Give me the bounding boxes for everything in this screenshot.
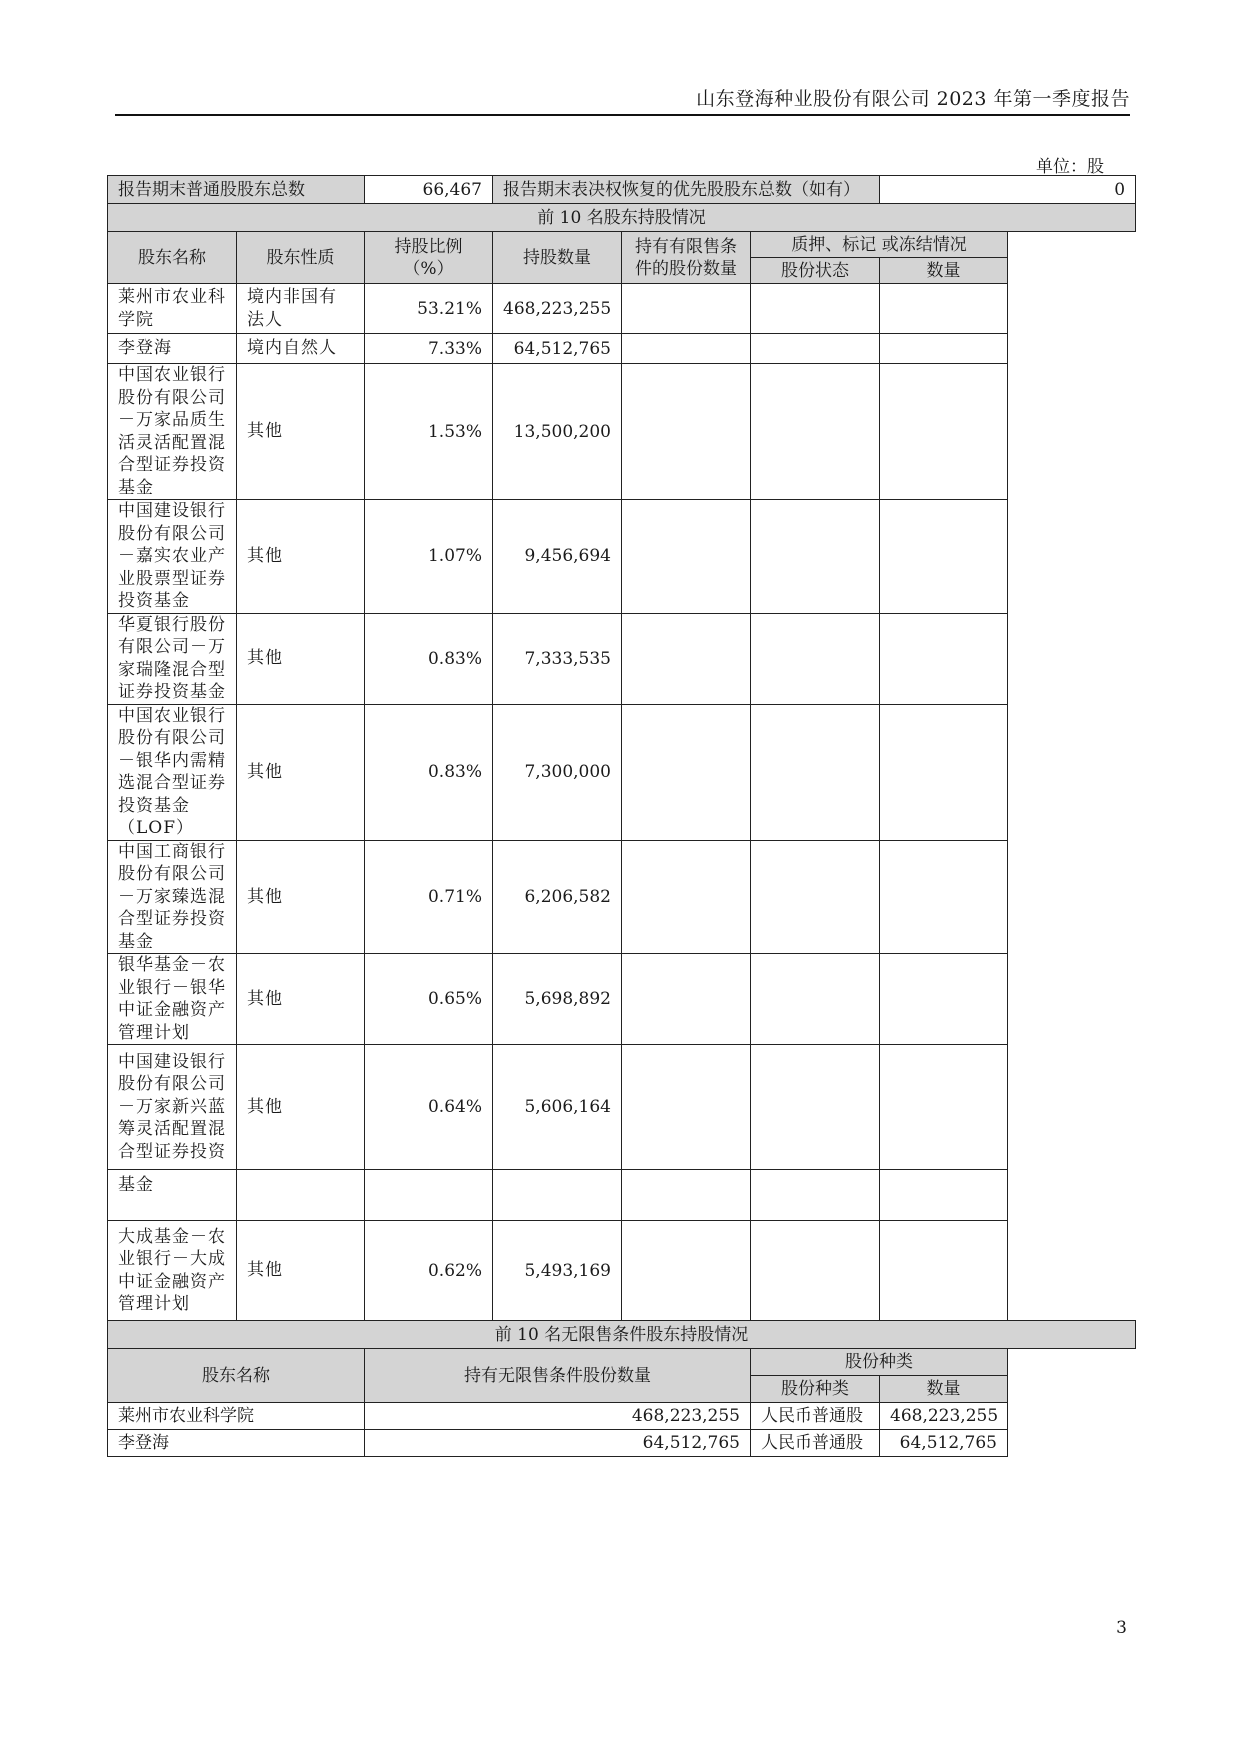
unrestricted-holder-quantity: 64,512,765 <box>365 1430 751 1457</box>
restricted-quantity <box>622 500 751 614</box>
unrestricted-section-title: 前 10 名无限售条件股东持股情况 <box>108 1321 1136 1349</box>
holding-ratio: 0.64% <box>365 1045 493 1170</box>
restricted-quantity <box>622 334 751 364</box>
unit-label: 单位：股 <box>1036 157 1104 177</box>
pledge-quantity <box>880 364 1008 500</box>
pledge-quantity <box>880 1045 1008 1170</box>
shareholder-name: 银华基金－农业银行－银华中证金融资产管理计划 <box>108 954 237 1045</box>
col-header-restricted-line2: 件的股份数量 <box>635 258 737 279</box>
holding-quantity: 7,300,000 <box>493 704 622 840</box>
table-row <box>108 704 1136 840</box>
shareholder-nature: 境内自然人 <box>237 334 365 364</box>
header-divider <box>115 114 1130 116</box>
col-header-share-type: 股份种类 <box>751 1376 880 1403</box>
pledge-quantity <box>880 334 1008 364</box>
shareholder-name: 基金 <box>108 1170 237 1221</box>
shareholder-nature <box>237 1170 365 1221</box>
pledge-status <box>751 364 880 500</box>
top10-header-row <box>108 232 1136 258</box>
holding-ratio: 1.53% <box>365 364 493 500</box>
col-header-pledge-quantity: 数量 <box>880 258 1008 284</box>
unrestricted-header-row <box>108 1349 1136 1376</box>
holding-quantity: 7,333,535 <box>493 613 622 704</box>
shareholder-name: 莱州市农业科学院 <box>108 284 237 334</box>
unrestricted-holder-quantity: 468,223,255 <box>365 1403 751 1430</box>
holding-quantity: 64,512,765 <box>493 334 622 364</box>
holding-ratio: 0.65% <box>365 954 493 1045</box>
col-header-quantity: 持股数量 <box>493 232 622 284</box>
col-header-share-quantity: 数量 <box>880 1376 1008 1403</box>
shareholder-name: 中国建设银行股份有限公司－万家新兴蓝筹灵活配置混合型证券投资 <box>108 1045 237 1170</box>
shareholder-nature: 其他 <box>237 704 365 840</box>
pledge-status <box>751 1221 880 1321</box>
table-row <box>108 954 1136 1045</box>
holding-ratio: 0.71% <box>365 840 493 954</box>
col-header-unrestricted-name: 股东名称 <box>108 1349 365 1403</box>
holding-quantity: 6,206,582 <box>493 840 622 954</box>
pledge-quantity <box>880 840 1008 954</box>
col-header-pledge-status: 股份状态 <box>751 258 880 284</box>
share-quantity: 64,512,765 <box>880 1430 1008 1457</box>
shareholder-name: 李登海 <box>108 334 237 364</box>
share-type: 人民币普通股 <box>751 1403 880 1430</box>
unrestricted-holder-name: 李登海 <box>108 1430 365 1457</box>
share-quantity: 468,223,255 <box>880 1403 1008 1430</box>
col-header-ratio-line2: （%） <box>403 258 454 279</box>
holding-quantity: 5,493,169 <box>493 1221 622 1321</box>
table-row <box>108 1403 1136 1430</box>
preferred-holders-label: 报告期末表决权恢复的优先股股东总数（如有） <box>493 176 880 204</box>
pledge-quantity <box>880 284 1008 334</box>
table-row <box>108 1430 1136 1457</box>
shareholder-name: 中国工商银行股份有限公司－万家臻选混合型证券投资基金 <box>108 840 237 954</box>
holding-quantity <box>493 1170 622 1221</box>
pledge-quantity <box>880 613 1008 704</box>
col-header-restricted <box>622 232 751 284</box>
table-row <box>108 364 1136 500</box>
table-row <box>108 500 1136 614</box>
pledge-status <box>751 334 880 364</box>
holding-quantity: 9,456,694 <box>493 500 622 614</box>
shareholder-name: 中国农业银行股份有限公司－银华内需精选混合型证券投资基金（LOF） <box>108 704 237 840</box>
col-header-share-type-group: 股份种类 <box>751 1349 1008 1376</box>
restricted-quantity <box>622 954 751 1045</box>
shareholder-nature: 其他 <box>237 840 365 954</box>
pledge-status <box>751 500 880 614</box>
pledge-quantity <box>880 500 1008 614</box>
holding-ratio <box>365 1170 493 1221</box>
table-row <box>108 840 1136 954</box>
restricted-quantity <box>622 1045 751 1170</box>
shareholders-table <box>107 175 1136 1457</box>
restricted-quantity <box>622 284 751 334</box>
col-header-ratio <box>365 232 493 284</box>
pledge-quantity <box>880 704 1008 840</box>
shareholder-nature: 其他 <box>237 500 365 614</box>
holding-ratio: 0.83% <box>365 613 493 704</box>
common-holders-label: 报告期末普通股股东总数 <box>108 176 365 204</box>
restricted-quantity <box>622 1170 751 1221</box>
pledge-status <box>751 613 880 704</box>
col-header-nature: 股东性质 <box>237 232 365 284</box>
pledge-quantity <box>880 954 1008 1045</box>
holding-ratio: 0.83% <box>365 704 493 840</box>
pledge-status <box>751 840 880 954</box>
col-header-name: 股东名称 <box>108 232 237 284</box>
holding-quantity: 468,223,255 <box>493 284 622 334</box>
holding-quantity: 5,698,892 <box>493 954 622 1045</box>
table-row <box>108 334 1136 364</box>
restricted-quantity <box>622 704 751 840</box>
unrestricted-holder-name: 莱州市农业科学院 <box>108 1403 365 1430</box>
page-number: 3 <box>1116 1618 1127 1638</box>
preferred-holders-value: 0 <box>880 176 1136 204</box>
pledge-quantity <box>880 1170 1008 1221</box>
col-header-pledge-group: 质押、标记 或冻结情况 <box>751 232 1008 258</box>
common-holders-value: 66,467 <box>365 176 493 204</box>
pledge-status <box>751 1045 880 1170</box>
table-row <box>108 613 1136 704</box>
table-row <box>108 1221 1136 1321</box>
pledge-status <box>751 284 880 334</box>
pledge-status <box>751 954 880 1045</box>
report-header-title: 山东登海种业股份有限公司 2023 年第一季度报告 <box>696 88 1130 110</box>
restricted-quantity <box>622 1221 751 1321</box>
shareholder-name: 大成基金－农业银行－大成中证金融资产管理计划 <box>108 1221 237 1321</box>
col-header-ratio-line1: 持股比例 <box>394 236 463 257</box>
shareholder-nature: 其他 <box>237 1221 365 1321</box>
table-row <box>108 1170 1136 1221</box>
holding-ratio: 0.62% <box>365 1221 493 1321</box>
pledge-quantity <box>880 1221 1008 1321</box>
shareholder-nature: 其他 <box>237 954 365 1045</box>
col-header-restricted-line1: 持有有限售条 <box>635 236 737 257</box>
holding-quantity: 13,500,200 <box>493 364 622 500</box>
restricted-quantity <box>622 364 751 500</box>
summary-row <box>108 176 1136 204</box>
shareholder-name: 华夏银行股份有限公司－万家瑞隆混合型证券投资基金 <box>108 613 237 704</box>
holding-ratio: 53.21% <box>365 284 493 334</box>
pledge-status <box>751 704 880 840</box>
restricted-quantity <box>622 840 751 954</box>
shareholder-nature: 其他 <box>237 613 365 704</box>
pledge-status <box>751 1170 880 1221</box>
shareholder-nature: 其他 <box>237 1045 365 1170</box>
restricted-quantity <box>622 613 751 704</box>
share-type: 人民币普通股 <box>751 1430 880 1457</box>
shareholder-name: 中国建设银行股份有限公司－嘉实农业产业股票型证券投资基金 <box>108 500 237 614</box>
table-row <box>108 284 1136 334</box>
holding-ratio: 1.07% <box>365 500 493 614</box>
shareholder-nature: 其他 <box>237 364 365 500</box>
holding-ratio: 7.33% <box>365 334 493 364</box>
shareholder-nature: 境内非国有法人 <box>237 284 365 334</box>
top10-section-title: 前 10 名股东持股情况 <box>108 204 1136 232</box>
col-header-unrestricted-quantity: 持有无限售条件股份数量 <box>365 1349 751 1403</box>
shareholder-name: 中国农业银行股份有限公司－万家品质生活灵活配置混合型证券投资基金 <box>108 364 237 500</box>
table-row <box>108 1045 1136 1170</box>
holding-quantity: 5,606,164 <box>493 1045 622 1170</box>
